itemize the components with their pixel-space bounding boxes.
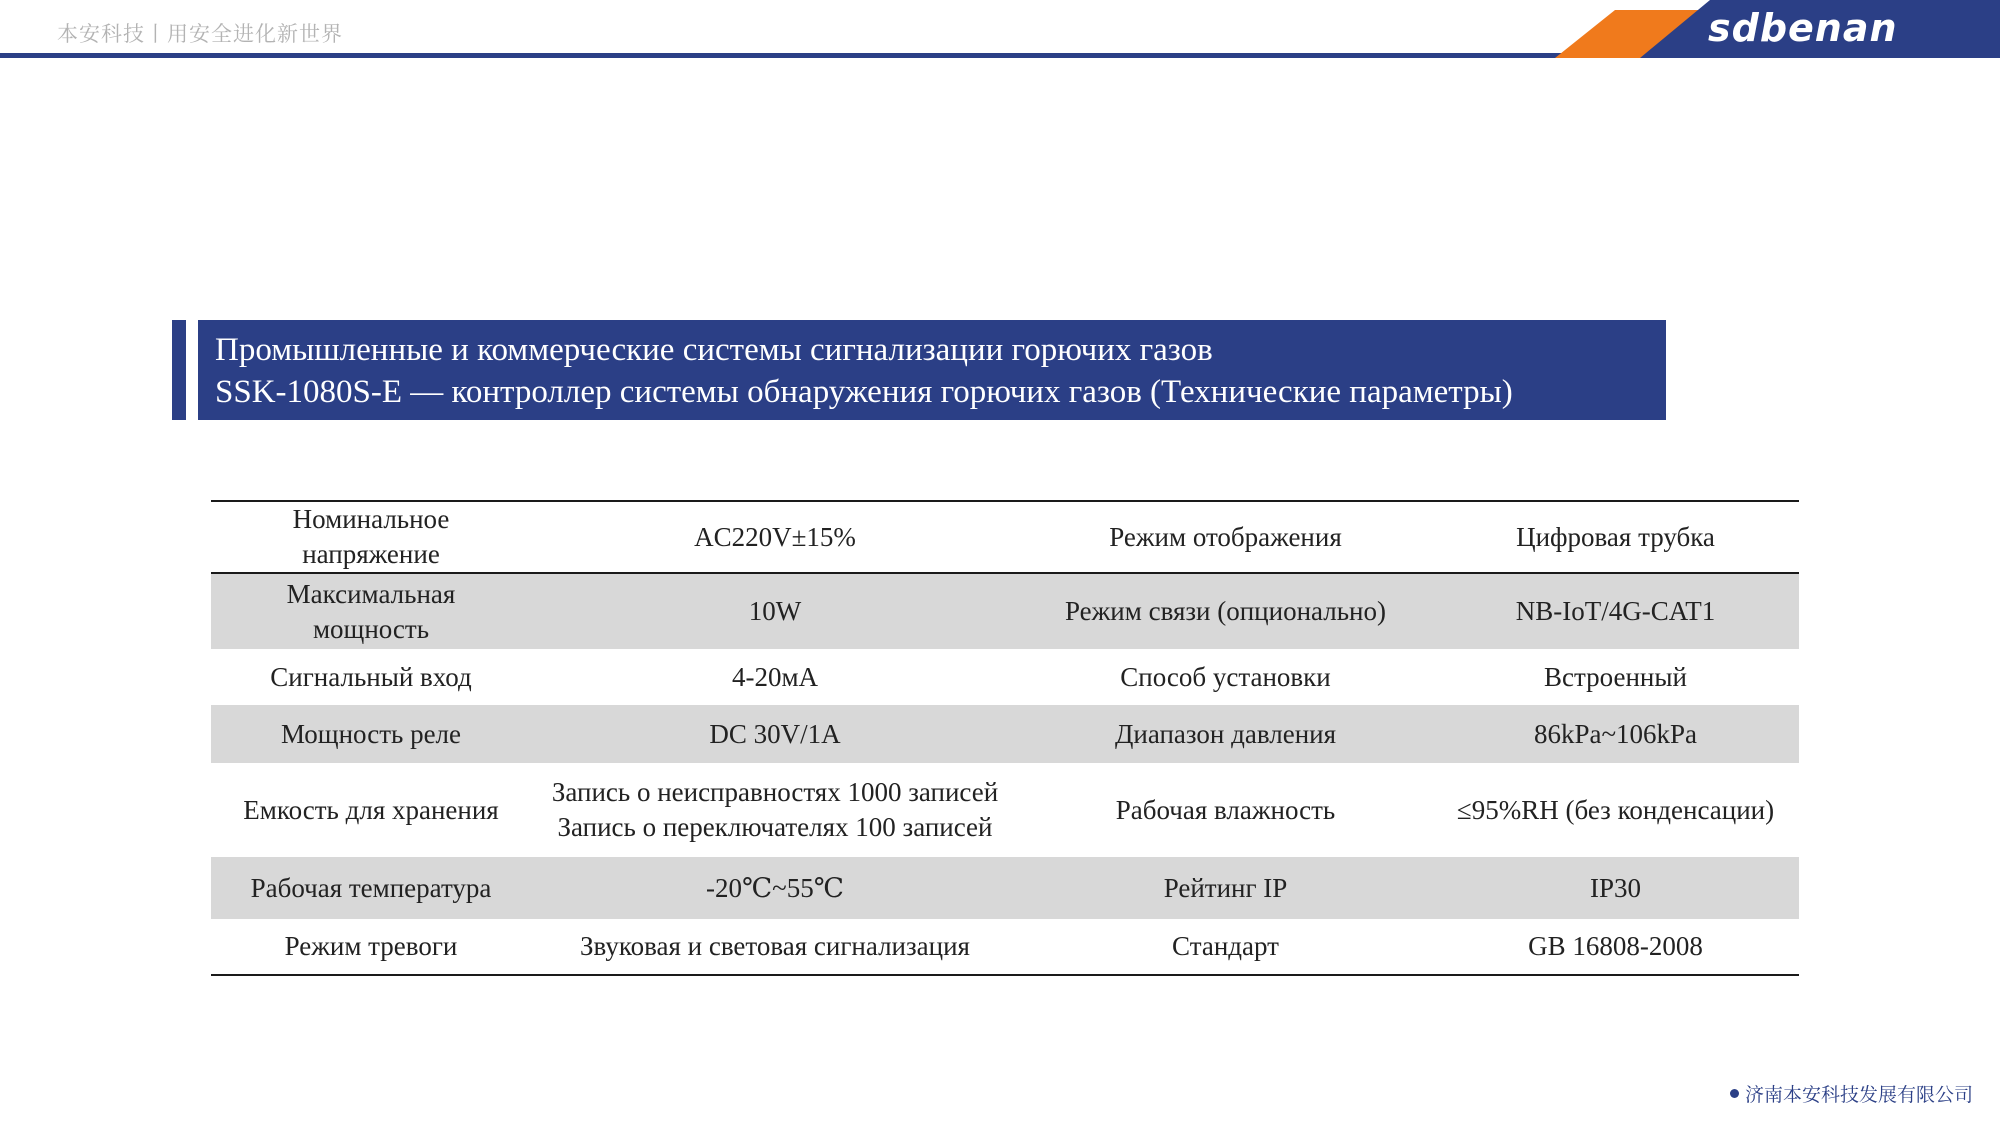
- param-name: Рейтинг IP: [1019, 857, 1432, 919]
- param-value: NB-IoT/4G-CAT1: [1432, 573, 1799, 649]
- param-value: 86kPa~106kPa: [1432, 705, 1799, 763]
- spec-table: [211, 500, 1799, 976]
- param-name: Емкость для хранения: [243, 794, 499, 825]
- param-name: Рабочая влажность: [1115, 794, 1336, 825]
- param-value: Запись о неисправностях 1000 записей Запись о переключателях 100 записей: [551, 777, 999, 842]
- title-line-2: SSK-1080S-E — контроллер системы обнаружения горючих газов (Технические параметры): [215, 374, 1513, 410]
- param-name-text: Максимальная мощность: [286, 578, 456, 644]
- param-value: Звуковая и световая сигнализация: [580, 931, 970, 961]
- param-value: Встроенный: [1544, 661, 1687, 692]
- param-name: Мощность реле: [211, 705, 531, 763]
- footer-company-name: 济南本安科技发展有限公司: [1745, 1084, 1974, 1106]
- footer-company: [1730, 1080, 1973, 1107]
- param-value: -20℃~55℃: [531, 857, 1019, 919]
- param-name: Сигнальный вход: [270, 661, 472, 692]
- param-value: DC 30V/1A: [531, 705, 1019, 763]
- param-value: GB 16808-2008: [1528, 931, 1703, 961]
- header-slogan: 本安科技丨用安全进化新世界: [57, 22, 343, 46]
- company-logo: sdbenan: [1708, 6, 1898, 50]
- param-name: Способ установки: [1120, 661, 1331, 692]
- param-name: Стандарт: [1172, 931, 1279, 961]
- param-name: [211, 573, 531, 649]
- param-name: Режим тревоги: [284, 931, 458, 961]
- param-value: IP30: [1432, 857, 1799, 919]
- table-row: [211, 763, 1799, 857]
- param-value: AC220V±15%: [531, 501, 1019, 573]
- param-value: Цифровая трубка: [1432, 501, 1799, 573]
- param-name: Режим отображения: [1019, 501, 1432, 573]
- param-value: 4-20мА: [731, 661, 819, 692]
- table-row: [211, 573, 1799, 649]
- param-name: [211, 501, 531, 573]
- table-row: [211, 919, 1799, 975]
- title-accent-bar: [172, 320, 186, 420]
- bullet-icon: [1730, 1089, 1739, 1098]
- title-line-1: Промышленные и коммерческие системы сигнализации горючих газов: [215, 332, 1213, 368]
- param-value: ≤95%RH (без конденсации): [1456, 794, 1775, 825]
- param-name: Диапазон давления: [1019, 705, 1432, 763]
- param-name: Рабочая температура: [211, 857, 531, 919]
- table-row: [211, 857, 1799, 919]
- param-name: Режим связи (опционально): [1019, 573, 1432, 649]
- table-row: [211, 705, 1799, 763]
- table-row: [211, 649, 1799, 705]
- title-box: [198, 320, 1666, 420]
- param-value: 10W: [531, 573, 1019, 649]
- table-row: [211, 501, 1799, 573]
- param-name-text: Номинальное напряжение: [292, 504, 450, 569]
